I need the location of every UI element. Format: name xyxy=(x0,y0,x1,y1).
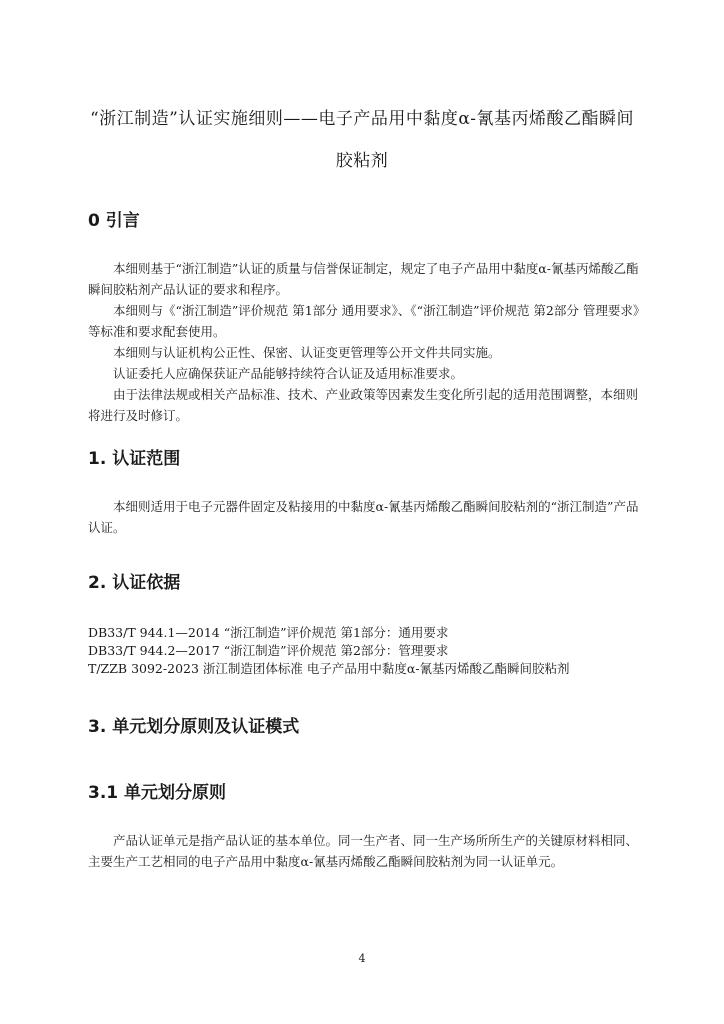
section-heading-unit-principle: 3.1 单元划分原则 xyxy=(88,783,227,803)
intro-paragraph-5: 由于法律法规或相关产品标准、技术、产业政策等因素发生变化所引起的适用范围调整，本细则将进行及时修订。 xyxy=(88,387,639,423)
intro-paragraph-2: 本细则与《“浙江制造”评价规范 第1部分 通用要求》、《“浙江制造”评价规范 第2部分 管理要求》等标准和要求配套使用。 xyxy=(88,303,640,339)
scope-paragraph: 本细则适用于电子元器件固定及粘接用的中黏度α-氰基丙烯酸乙酯瞬间胶粘剂的“浙江制造”产品认证。 xyxy=(88,499,639,535)
page-number: 4 xyxy=(358,952,366,965)
reference-item-1: DB33/T 944.1—2014 “浙江制造”评价规范 第1部分：通用要求 xyxy=(88,625,449,640)
intro-paragraph-3: 本细则与认证机构公正性、保密、认证变更管理等公开文件共同实施。 xyxy=(113,345,501,360)
reference-item-3: T/ZZB 3092-2023 浙江制造团体标准 电子产品用中黏度α-氰基丙烯酸乙酯瞬间胶粘剂 xyxy=(88,661,570,676)
document-title-line2: 胶粘剂 xyxy=(335,151,389,171)
reference-item-2: DB33/T 944.2—2017 “浙江制造”评价规范 第2部分：管理要求 xyxy=(88,643,449,658)
section-heading-units: 3. 单元划分原则及认证模式 xyxy=(88,717,300,737)
document-title-line1: “浙江制造”认证实施细则——电子产品用中黏度α-氰基丙烯酸乙酯瞬间 xyxy=(89,109,635,129)
intro-paragraph-1: 本细则基于“浙江制造”认证的质量与信誉保证制定，规定了电子产品用中黏度α-氰基丙烯酸乙酯瞬间胶粘剂产品认证的要求和程序。 xyxy=(88,261,639,297)
intro-paragraph-4: 认证委托人应确保获证产品能够持续符合认证及适用标准要求。 xyxy=(113,366,464,381)
section-heading-basis: 2. 认证依据 xyxy=(88,573,181,593)
section-heading-intro: 0 引言 xyxy=(88,211,140,231)
section-heading-scope: 1. 认证范围 xyxy=(88,449,181,469)
unit-principle-paragraph: 产品认证单元是指产品认证的基本单位。同一生产者、同一生产场所所生产的关键原材料相同、主要生产工艺相同的电子产品用中黏度α-氰基丙烯酸乙酯瞬间胶粘剂为同一认证单元。 xyxy=(88,833,639,869)
